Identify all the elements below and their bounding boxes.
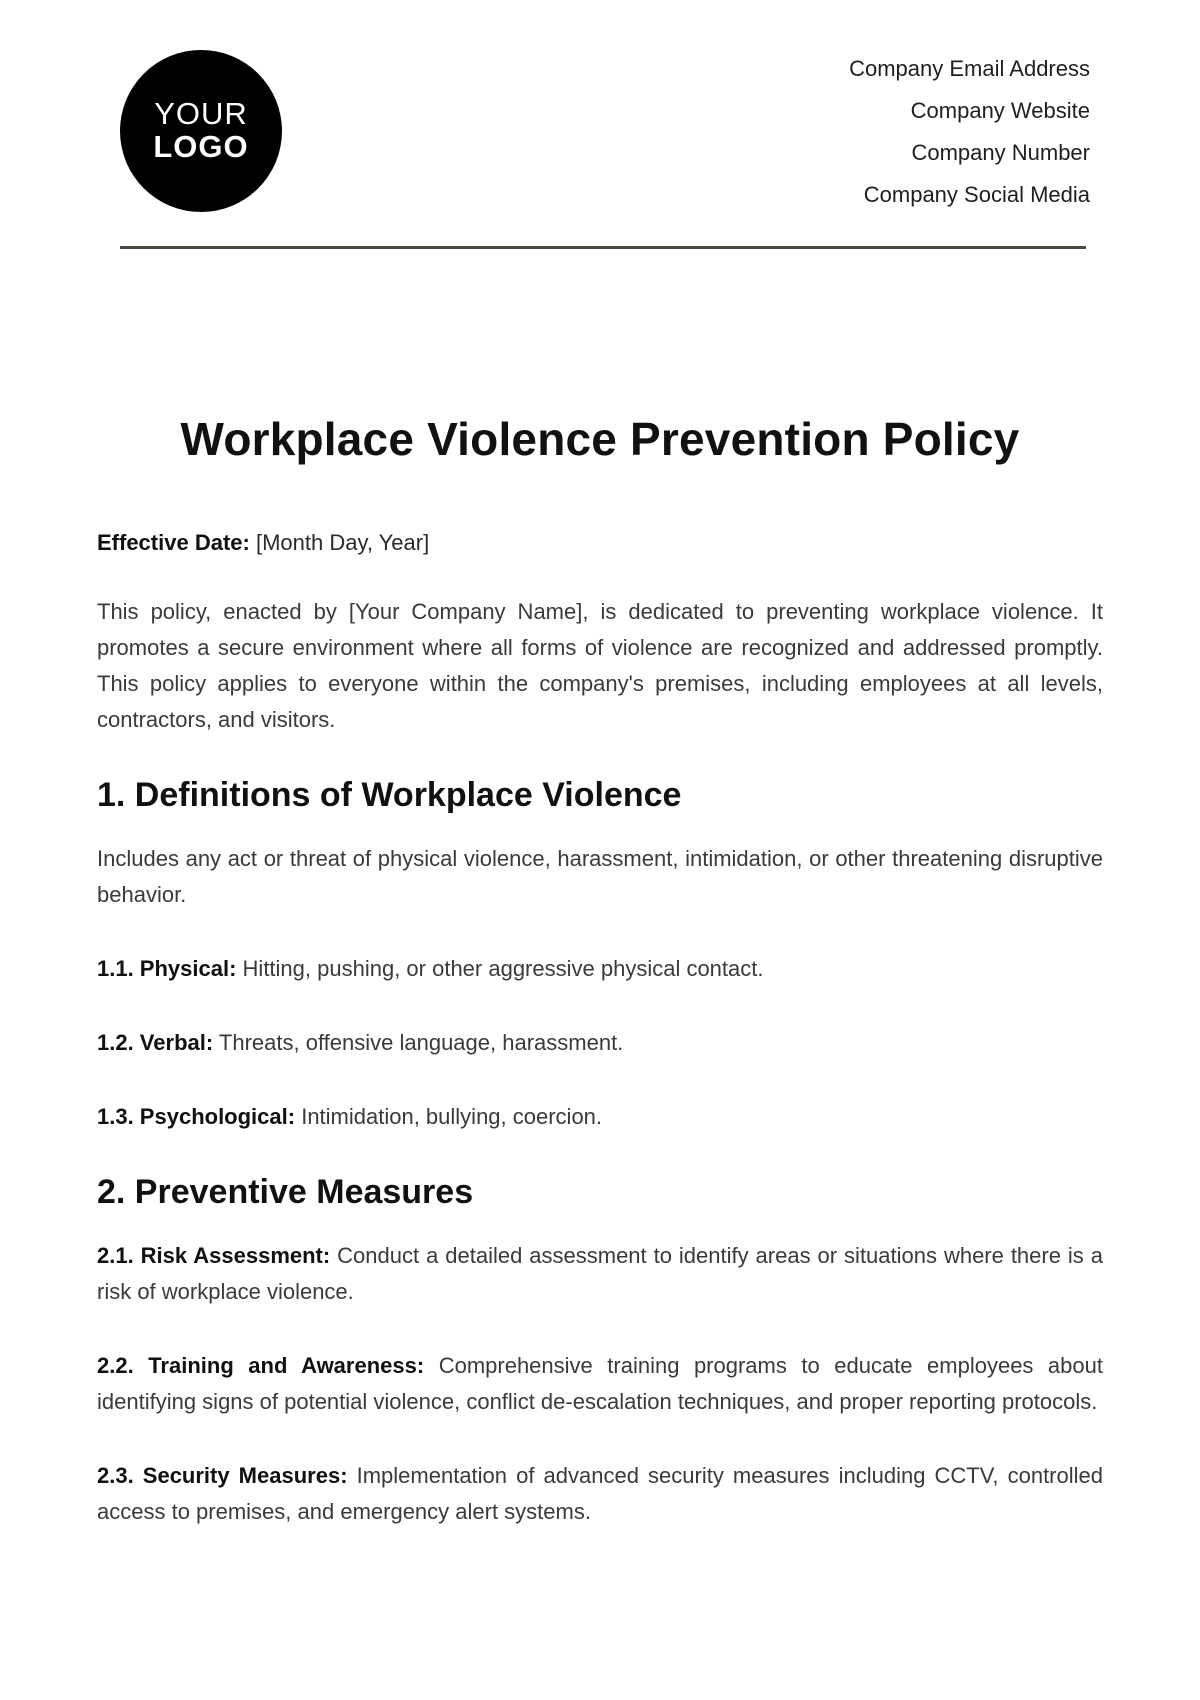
section-heading-preventive-measures: 2. Preventive Measures bbox=[97, 1173, 474, 1211]
company-social-media: Company Social Media bbox=[863, 182, 1090, 207]
definition-item-label: 1.1. Physical: bbox=[97, 956, 237, 981]
measure-item-security bbox=[97, 1458, 1103, 1530]
definition-item-text: Threats, offensive language, harassment. bbox=[218, 1030, 624, 1055]
company-website: Company Website bbox=[910, 98, 1090, 123]
definition-item-text: Hitting, pushing, or other aggressive physical contact. bbox=[242, 956, 764, 981]
company-number: Company Number bbox=[911, 140, 1090, 165]
measure-item-training bbox=[97, 1348, 1103, 1420]
measure-item-label: 2.3. Security Measures: bbox=[97, 1463, 348, 1488]
measure-item-label: 2.1. Risk Assessment: bbox=[97, 1243, 331, 1268]
company-contact-block bbox=[849, 54, 1090, 222]
effective-date bbox=[97, 530, 1103, 556]
definition-item-psychological bbox=[97, 1099, 1103, 1135]
company-logo bbox=[120, 50, 282, 212]
definition-item-label: 1.2. Verbal: bbox=[97, 1030, 214, 1055]
intro-paragraph: This policy, enacted by [Your Company Name], is dedicated to preventing workplace violence. It promotes a secure environment where all forms of violence are recognized and addressed promptly. This policy applies to everyone within the company's premises, including employees at all levels, contractors, and visitors. bbox=[97, 599, 1103, 732]
definition-item-label: 1.3. Psychological: bbox=[97, 1104, 296, 1129]
document-title: Workplace Violence Prevention Policy bbox=[180, 413, 1020, 465]
definition-item-verbal bbox=[97, 1025, 1103, 1061]
header-divider bbox=[120, 246, 1086, 249]
effective-date-label: Effective Date: bbox=[97, 530, 250, 555]
definition-item-physical bbox=[97, 951, 1103, 987]
company-email: Company Email Address bbox=[849, 56, 1090, 81]
measure-item-text: Implementation of advanced security measures including CCTV, controlled access to premises, and emergency alert systems. bbox=[97, 1463, 1103, 1524]
logo-text-line2: LOGO bbox=[153, 129, 249, 164]
measure-item-risk-assessment bbox=[97, 1238, 1103, 1310]
effective-date-value: [Month Day, Year] bbox=[255, 530, 430, 555]
section-heading-definitions: 1. Definitions of Workplace Violence bbox=[97, 776, 682, 814]
measure-item-text: Comprehensive training programs to educate employees about identifying signs of potential violence, conflict de-escalation techniques, and proper reporting protocols. bbox=[97, 1353, 1103, 1414]
measure-item-label: 2.2. Training and Awareness: bbox=[97, 1353, 425, 1378]
definition-item-text: Intimidation, bullying, coercion. bbox=[301, 1104, 603, 1129]
measure-item-text: Conduct a detailed assessment to identify areas or situations where there is a risk of workplace violence. bbox=[97, 1243, 1103, 1304]
definitions-intro: Includes any act or threat of physical violence, harassment, intimidation, or other threatening disruptive behavior. bbox=[97, 846, 1103, 907]
logo-text-line1: YOUR bbox=[154, 96, 248, 132]
document-body bbox=[97, 412, 1103, 1568]
